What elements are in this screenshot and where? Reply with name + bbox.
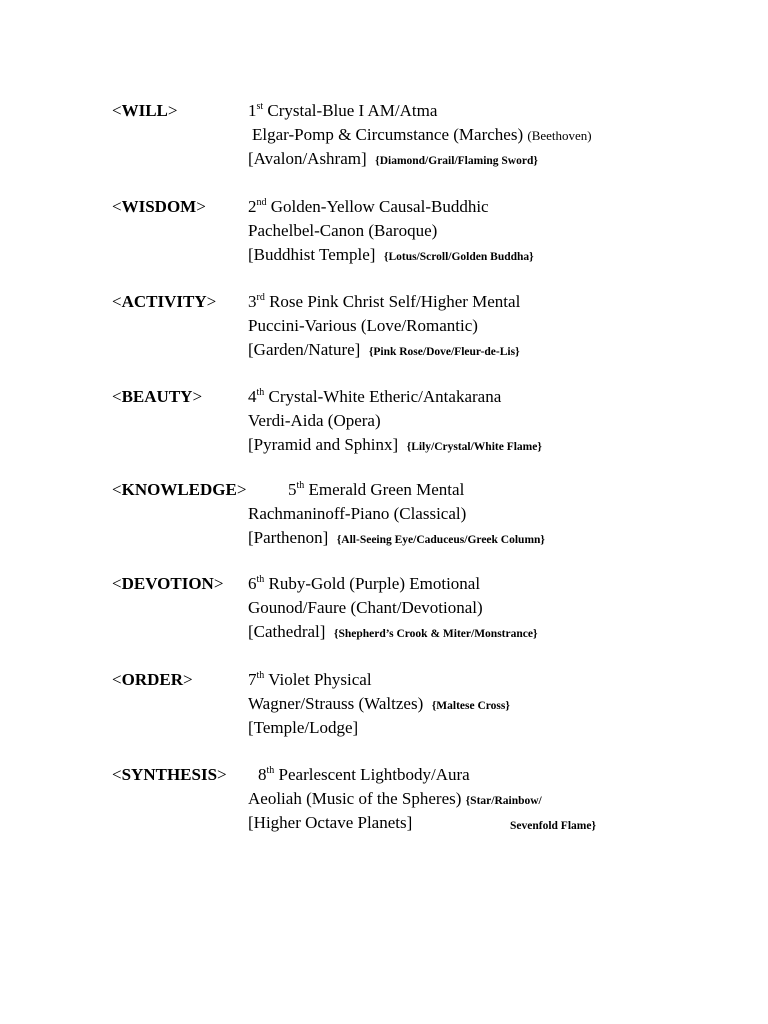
ray-color-line: 7th Violet Physical xyxy=(248,670,372,689)
ray-music-line: Aeoliah (Music of the Spheres) {Star/Rainbow/ xyxy=(248,789,542,808)
ray-symbols: {Lotus/Scroll/Golden Buddha} xyxy=(383,251,534,263)
ray-color-line: 4th Crystal-White Etheric/Antakarana xyxy=(248,387,502,406)
ray-place-line: [Higher Octave Planets] xyxy=(248,813,413,832)
ray-label: <SYNTHESIS> xyxy=(112,765,227,784)
ray-color-line: 1st Crystal-Blue I AM/Atma xyxy=(248,101,438,120)
ray-color-line: 3rd Rose Pink Christ Self/Higher Mental xyxy=(248,292,521,311)
ray-label: <ORDER> xyxy=(112,670,193,689)
ray-color-line: 5th Emerald Green Mental xyxy=(288,480,465,499)
ray-label: <KNOWLEDGE> xyxy=(112,480,247,499)
ray-label: <ACTIVITY> xyxy=(112,292,217,311)
ray-symbols: {All-Seeing Eye/Caduceus/Greek Column} xyxy=(336,534,545,546)
ray-symbols: {Star/Rainbow/ xyxy=(465,795,542,807)
ray-symbols: {Lily/Crystal/White Flame} xyxy=(406,441,542,453)
ray-place-line: [Garden/Nature] {Pink Rose/Dove/Fleur-de-Lis} xyxy=(248,340,520,359)
ray-label: <DEVOTION> xyxy=(112,574,224,593)
ray-symbols-continued: Sevenfold Flame} xyxy=(510,820,596,832)
ray-music-line: Puccini-Various (Love/Romantic) xyxy=(248,316,478,335)
ray-label: <BEAUTY> xyxy=(112,387,203,406)
ray-music-line: Elgar-Pomp & Circumstance (Marches) (Beethoven) xyxy=(252,125,592,144)
ray-music-line: Rachmaninoff-Piano (Classical) xyxy=(248,504,467,523)
ray-symbols: {Diamond/Grail/Flaming Sword} xyxy=(375,155,538,167)
ray-place-line: [Avalon/Ashram] {Diamond/Grail/Flaming Sword} xyxy=(248,149,538,168)
ray-symbols: {Maltese Cross} xyxy=(431,700,510,712)
ray-label: <WISDOM> xyxy=(112,197,206,216)
ray-music-line: Gounod/Faure (Chant/Devotional) xyxy=(248,598,483,617)
ray-music-line: Pachelbel-Canon (Baroque) xyxy=(248,221,438,240)
ray-symbols: {Shepherd’s Crook & Miter/Monstrance} xyxy=(333,628,538,640)
ray-color-line: 8th Pearlescent Lightbody/Aura xyxy=(258,765,470,784)
ray-color-line: 6th Ruby-Gold (Purple) Emotional xyxy=(248,574,481,593)
ray-music-line: Verdi-Aida (Opera) xyxy=(248,411,381,430)
ray-symbols: {Pink Rose/Dove/Fleur-de-Lis} xyxy=(368,346,520,358)
ray-music-line: Wagner/Strauss (Waltzes) {Maltese Cross} xyxy=(248,694,510,713)
ray-place-line: [Buddhist Temple] {Lotus/Scroll/Golden Buddha} xyxy=(248,245,534,264)
ray-place-line: [Temple/Lodge] xyxy=(248,718,359,737)
ray-place-line: [Parthenon] {All-Seeing Eye/Caduceus/Greek Column} xyxy=(248,528,545,547)
ray-label: <WILL> xyxy=(112,101,178,120)
ray-music-note: (Beethoven) xyxy=(527,128,592,143)
ray-place-line: [Pyramid and Sphinx] {Lily/Crystal/White Flame} xyxy=(248,435,542,454)
ray-place-line: [Cathedral] {Shepherd’s Crook & Miter/Monstrance} xyxy=(248,622,538,641)
ray-color-line: 2nd Golden-Yellow Causal-Buddhic xyxy=(248,197,489,216)
